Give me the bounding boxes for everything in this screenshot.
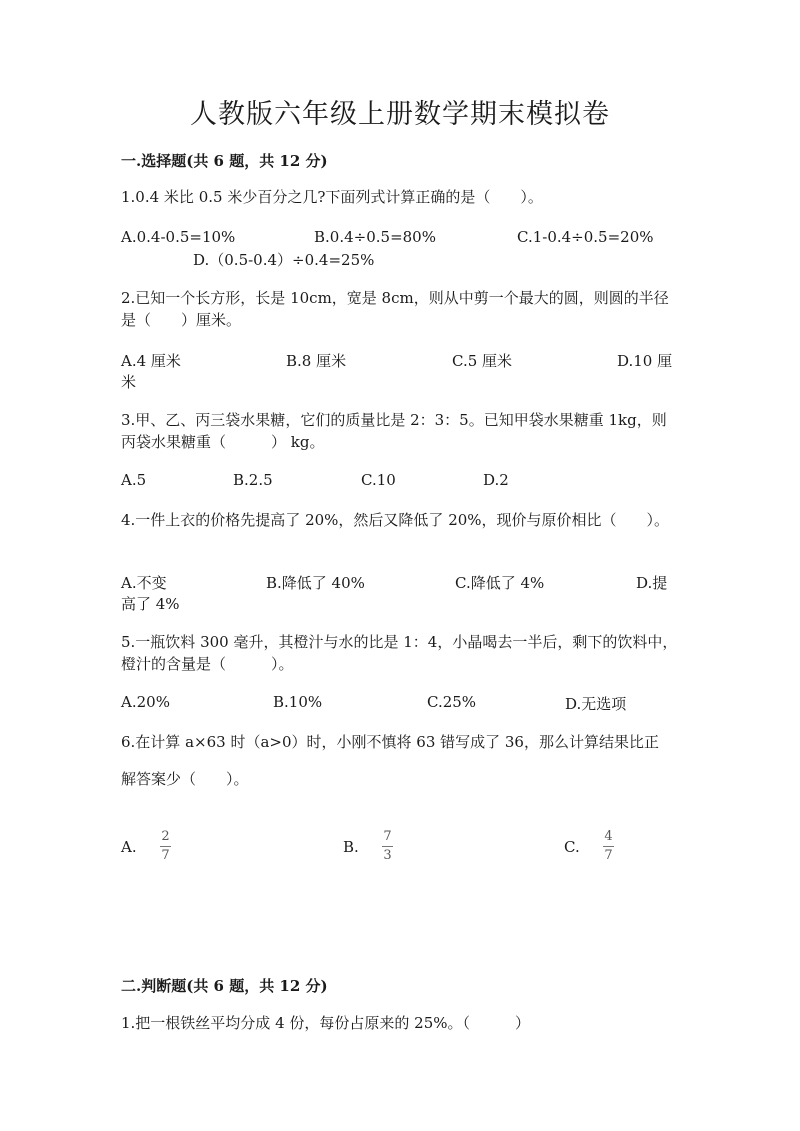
judgment-question-1: 1.把一根铁丝平均分成 4 份，每份占原来的 25%。（ ） (121, 1014, 531, 1032)
q6-option-a-label: A. (121, 838, 137, 856)
q3-option-a: A.5 (121, 471, 147, 489)
q5-option-b: B.10% (273, 693, 323, 711)
question-6-line2: 解答案少（ ）。 (121, 770, 249, 788)
q4-option-d: D.提 (636, 574, 668, 592)
q6-option-b-label: B. (343, 838, 359, 856)
q6-option-c-label: C. (564, 838, 580, 856)
q3-option-d: D.2 (483, 471, 509, 489)
q2-option-b: B.8 厘米 (286, 352, 347, 370)
q4-option-a: A.不变 (121, 574, 167, 592)
question-6-line1: 6.在计算 a×63 时（a>0）时，小刚不慎将 63 错写成了 36，那么计算结果比正 (121, 733, 659, 751)
section-heading-judgment: 二.判断题(共 6 题，共 12 分) (121, 977, 328, 995)
q2-option-d: D.10 厘 (617, 352, 673, 370)
fraction-bar (603, 846, 614, 847)
fraction-denominator: 3 (383, 848, 392, 863)
q1-option-b: B.0.4÷0.5=80% (314, 228, 436, 246)
question-5: 5.一瓶饮料 300 毫升，其橙汁与水的比是 1：4，小晶喝去一半后，剩下的饮料中，橙汁的含量是（ ）。 (121, 633, 678, 673)
q2-option-a: A.4 厘米 (121, 352, 181, 370)
q4-option-c: C.降低了 4% (455, 574, 545, 592)
fraction-denominator: 7 (161, 848, 170, 863)
q2-option-d-wrap: 米 (121, 373, 137, 391)
q4-option-b: B.降低了 40% (266, 574, 365, 592)
q6-option-a-fraction (160, 830, 171, 863)
section-heading-choice: 一.选择题(共 6 题，共 12 分) (121, 152, 328, 170)
question-2: 2.已知一个长方形，长是 10cm，宽是 8cm，则从中剪一个最大的圆，则圆的半径是（ ）厘米。 (121, 289, 669, 329)
question-4: 4.一件上衣的价格先提高了 20%，然后又降低了 20%，现价与原价相比（ ）。 (121, 511, 670, 529)
q4-option-d-wrap: 高了 4% (121, 595, 180, 613)
question-1: 1.0.4 米比 0.5 米少百分之几?下面列式计算正确的是（ ）。 (121, 188, 543, 206)
q1-option-c: C.1-0.4÷0.5=20% (517, 228, 654, 246)
fraction-denominator: 7 (604, 848, 613, 863)
fraction-numerator: 2 (161, 829, 170, 844)
q6-option-c-fraction (603, 830, 614, 863)
page-title: 人教版六年级上册数学期末模拟卷 (190, 99, 610, 130)
q5-option-a: A.20% (121, 693, 170, 711)
fraction-bar (160, 846, 171, 847)
q3-option-b: B.2.5 (233, 471, 273, 489)
q5-option-d: D.无选项 (565, 695, 627, 713)
fraction-numerator: 7 (383, 829, 392, 844)
fraction-bar (382, 846, 393, 847)
q1-option-d: D.（0.5-0.4）÷0.4=25% (193, 251, 375, 269)
fraction-numerator: 4 (604, 829, 613, 844)
q6-option-b-fraction (382, 830, 393, 863)
q3-option-c: C.10 (361, 471, 396, 489)
q1-option-a: A.0.4-0.5=10% (121, 228, 236, 246)
q2-option-c: C.5 厘米 (452, 352, 513, 370)
q5-option-c: C.25% (427, 693, 477, 711)
question-3: 3.甲、乙、丙三袋水果糖，它们的质量比是 2：3：5。已知甲袋水果糖重 1kg，则丙袋水果糖重（ ） kg。 (121, 411, 667, 451)
